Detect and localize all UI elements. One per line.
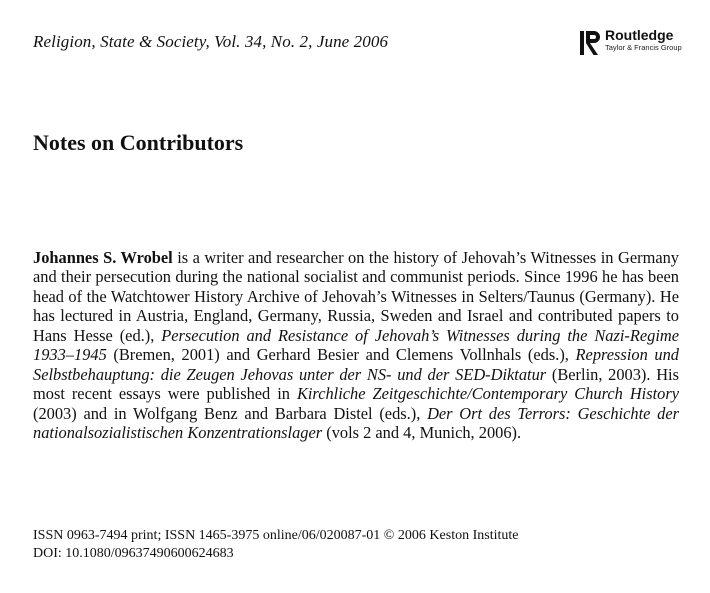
bio-title-repression: Repression und Selbstbehauptung: die Zeugen Jehovas unter der NS- und der SED-Diktatur: [33, 345, 679, 384]
publisher-group: Taylor & Francis Group: [605, 43, 682, 52]
bio-text-3: (Berlin, 2003). His most recent essays were published in: [33, 364, 679, 404]
issn-line: ISSN 0963-7494 print; ISSN 1465-3975 online/06/020087-01 © 2006 Keston Institute: [33, 528, 519, 543]
article-footer: [33, 527, 518, 563]
contributor-name: Johannes S. Wrobel: [33, 248, 173, 267]
contributor-bio: [33, 248, 679, 443]
bio-text-2: (Bremen, 2001) and Gerhard Besier and Clemens Vollnhals (eds.),: [106, 345, 576, 365]
bio-text-5: (vols 2 and 4, Munich, 2006).: [322, 423, 522, 443]
bio-title-kirchliche: Kirchliche Zeitgeschichte/Contemporary Church History: [296, 384, 679, 404]
publisher-name: Routledge: [605, 27, 674, 43]
bio-text-1: is a writer and researcher on the history of Jehovah’s Witnesses in Germany and their persecution during the national socialist and communist periods. Since 1996 he has been head of the Watchtower History Archive of Jehovah’s Witnesses in Selters/Taunus (Germany). He has lectured in Austria, England, Germany, Russia, Sweden and Israel and contributed papers to Hans Hesse (ed.),: [33, 248, 679, 345]
doi-line: DOI: 10.1080/09637490600624683: [33, 546, 234, 561]
publisher-logo: [580, 28, 682, 58]
bio-title-ort-des-terrors: Der Ort des Terrors: Geschichte der nationalsozialistischen Konzentrationslager: [33, 403, 679, 443]
page-title: Notes on Contributors: [33, 130, 244, 155]
bio-title-persecution: Persecution and Resistance of Jehovah’s Witnesses during the Nazi-Regime 1933–1945: [33, 325, 679, 365]
bio-text-4: (2003) and in Wolfgang Benz and Barbara Distel (eds.),: [33, 403, 428, 423]
journal-citation: Religion, State & Society, Vol. 34, No. 2, June 2006: [33, 32, 389, 51]
routledge-r-logo-icon: [580, 28, 602, 58]
